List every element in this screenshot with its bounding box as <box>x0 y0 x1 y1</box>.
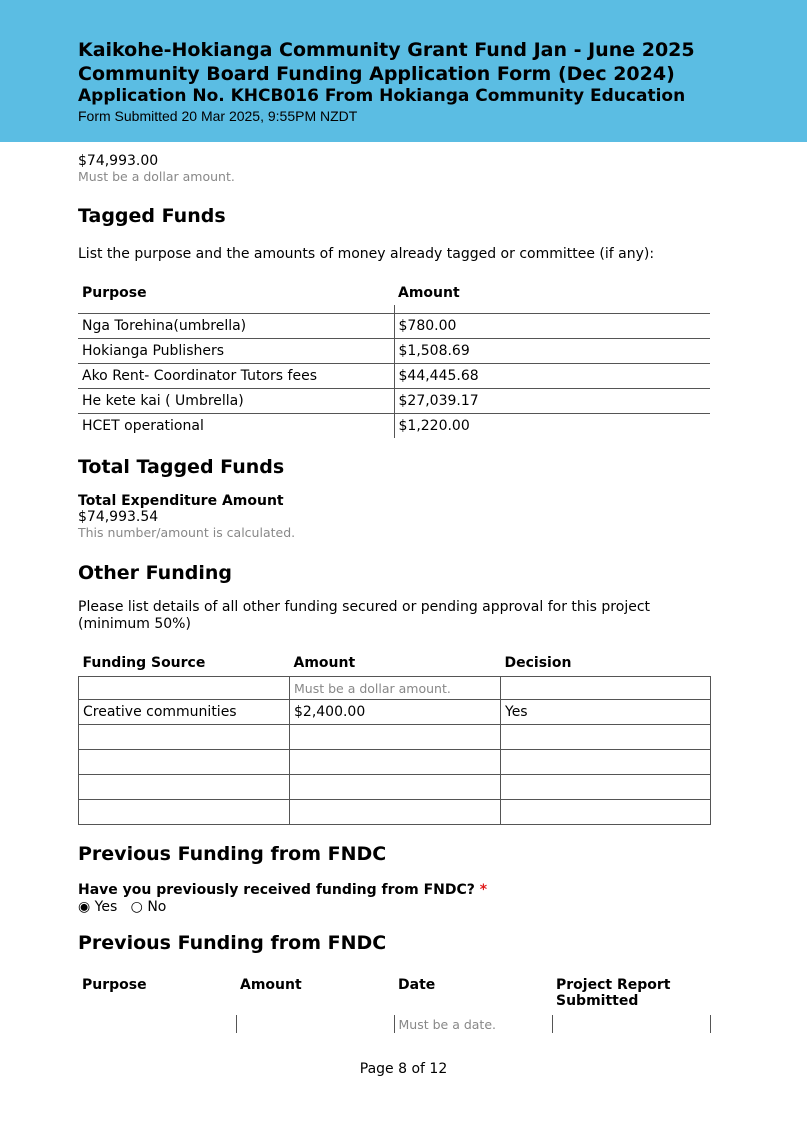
form-header <box>0 0 807 142</box>
prev-purpose-cell[interactable] <box>78 1015 236 1033</box>
total-expenditure-hint: This number/amount is calculated. <box>78 525 296 540</box>
previous-funding-table-heading: Previous Funding from FNDC <box>78 932 387 954</box>
radio-no-label: No <box>147 899 167 915</box>
column-header-amount: Amount <box>240 977 302 993</box>
prev-report-cell[interactable] <box>552 1015 710 1033</box>
tagged-amount-cell[interactable]: $780.00 <box>394 314 710 339</box>
table-header-row <box>79 655 711 677</box>
tagged-purpose-cell[interactable]: Hokianga Publishers <box>78 339 394 364</box>
tagged-purpose-cell[interactable]: Ako Rent- Coordinator Tutors fees <box>78 364 394 389</box>
table-row <box>78 364 710 389</box>
table-row <box>79 700 711 725</box>
radio-yes[interactable] <box>78 899 117 915</box>
funding-source-cell[interactable] <box>79 775 290 800</box>
requested-amount-value: $74,993.00 <box>78 153 159 169</box>
radio-yes-label: Yes <box>94 899 118 915</box>
table-row <box>78 1015 710 1033</box>
funding-decision-cell[interactable] <box>501 800 711 825</box>
total-expenditure-value: $74,993.54 <box>78 509 159 525</box>
column-header-amount: Amount <box>398 285 460 301</box>
prev-date-cell[interactable]: Must be a date. <box>394 1015 552 1033</box>
tagged-purpose-cell[interactable]: Nga Torehina(umbrella) <box>78 314 394 339</box>
table-row <box>79 677 711 700</box>
previous-funding-question-text: Have you previously received funding from FNDC? <box>78 882 475 898</box>
tagged-purpose-cell[interactable]: He kete kai ( Umbrella) <box>78 389 394 414</box>
form-title-line2: Community Board Funding Application Form (Dec 2024) <box>78 63 675 85</box>
tagged-amount-cell[interactable]: $44,445.68 <box>394 364 710 389</box>
funding-decision-cell[interactable] <box>501 775 711 800</box>
decision-cell[interactable] <box>501 677 711 700</box>
total-expenditure-label: Total Expenditure Amount <box>78 493 284 509</box>
funding-amount-cell[interactable] <box>290 750 501 775</box>
table-row <box>79 750 711 775</box>
column-header-purpose: Purpose <box>82 285 147 301</box>
tagged-amount-cell[interactable]: $1,220.00 <box>394 414 710 439</box>
total-tagged-heading: Total Tagged Funds <box>78 456 285 478</box>
other-funding-table <box>78 655 711 825</box>
funding-source-cell[interactable]: Creative communities <box>79 700 290 725</box>
funding-amount-cell[interactable]: $2,400.00 <box>290 700 501 725</box>
table-row <box>79 725 711 750</box>
table-row <box>79 800 711 825</box>
tagged-funds-heading: Tagged Funds <box>78 205 226 227</box>
radio-selected-icon: ◉ <box>78 899 91 915</box>
funding-decision-cell[interactable] <box>501 725 711 750</box>
table-header-row <box>78 977 710 1015</box>
column-header-purpose: Purpose <box>82 977 147 993</box>
previous-funding-question <box>78 882 710 898</box>
previous-funding-table <box>78 977 711 1033</box>
funding-amount-cell[interactable] <box>290 800 501 825</box>
previous-funding-radio-group <box>78 898 710 916</box>
radio-no[interactable] <box>131 899 167 915</box>
funding-source-cell[interactable] <box>79 800 290 825</box>
table-row <box>78 314 710 339</box>
column-header-funding-source: Funding Source <box>82 655 206 671</box>
form-content <box>0 153 807 1033</box>
column-header-report-submitted: Project Report Submitted <box>556 977 671 1009</box>
prev-amount-cell[interactable] <box>236 1015 394 1033</box>
requested-amount-hint: Must be a dollar amount. <box>78 169 235 184</box>
required-marker: * <box>479 882 488 898</box>
previous-funding-heading: Previous Funding from FNDC <box>78 843 387 865</box>
table-row <box>78 339 710 364</box>
application-number: Application No. KHCB016 From Hokianga Community Education <box>78 86 686 106</box>
table-row <box>79 775 711 800</box>
table-header-row <box>78 285 710 305</box>
funding-source-cell[interactable] <box>79 677 290 700</box>
tagged-amount-cell[interactable]: $27,039.17 <box>394 389 710 414</box>
column-header-amount: Amount <box>293 655 356 671</box>
column-header-decision: Decision <box>504 655 572 671</box>
funding-amount-cell[interactable] <box>290 725 501 750</box>
other-funding-instruction: Please list details of all other funding secured or pending approval for this project (minimum 50%) <box>78 599 651 632</box>
previous-funding-question-field <box>78 882 710 916</box>
funding-decision-cell[interactable]: Yes <box>501 700 711 725</box>
form-title-line1: Kaikohe-Hokianga Community Grant Fund Jan - June 2025 <box>78 39 695 61</box>
table-row <box>78 414 710 439</box>
requested-amount <box>78 153 710 185</box>
column-header-date: Date <box>398 977 436 993</box>
submitted-timestamp: Form Submitted 20 Mar 2025, 9:55PM NZDT <box>78 108 358 124</box>
tagged-funds-table <box>78 285 710 438</box>
tagged-amount-cell[interactable]: $1,508.69 <box>394 339 710 364</box>
page-number: Page 8 of 12 <box>359 1061 448 1077</box>
funding-source-cell[interactable] <box>79 725 290 750</box>
tagged-funds-instruction: List the purpose and the amounts of money already tagged or committee (if any): <box>78 246 655 262</box>
other-funding-heading: Other Funding <box>78 562 232 584</box>
funding-decision-cell[interactable] <box>501 750 711 775</box>
amount-hint-cell[interactable]: Must be a dollar amount. <box>290 677 501 700</box>
tagged-purpose-cell[interactable]: HCET operational <box>78 414 394 439</box>
funding-source-cell[interactable] <box>79 750 290 775</box>
total-expenditure-field <box>78 493 710 541</box>
table-spacer-row <box>78 305 710 314</box>
table-row <box>78 389 710 414</box>
funding-amount-cell[interactable] <box>290 775 501 800</box>
radio-unselected-icon: ○ <box>130 899 143 915</box>
